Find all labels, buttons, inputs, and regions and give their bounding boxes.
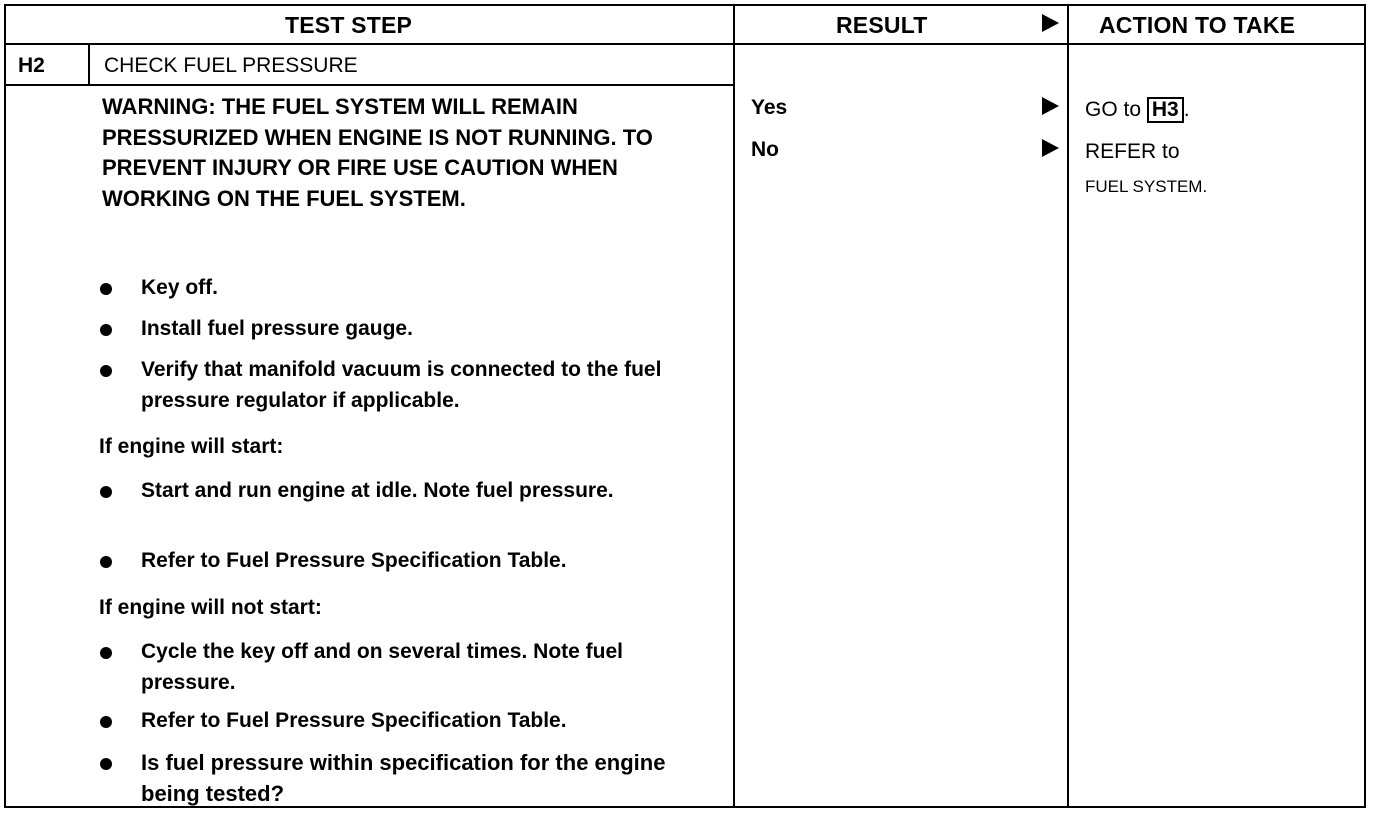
step-title-divider: [4, 84, 735, 86]
list-item-text: Refer to Fuel Pressure Specification Table.: [141, 549, 567, 572]
bullet-icon: [100, 716, 112, 728]
condition-label: If engine will not start:: [99, 596, 322, 619]
header-result: RESULT: [836, 12, 928, 38]
list-item-text: Key off.: [141, 276, 219, 299]
result-column-divider: [733, 4, 735, 808]
header-action: ACTION TO TAKE: [1099, 12, 1296, 38]
step-title: CHECK FUEL PRESSURE: [104, 54, 358, 77]
action-yes-prefix: GO to: [1085, 98, 1142, 121]
bullet-icon: [100, 758, 112, 770]
action-no-line2: FUEL SYSTEM.: [1085, 177, 1208, 196]
action-column-divider: [1067, 4, 1069, 808]
list-item-text: Verify that manifold vacuum is connected to the fuel pressure regulator if applicable.: [141, 358, 662, 412]
result-no: No: [751, 138, 779, 161]
arrow-right-icon: [1042, 97, 1059, 115]
action-yes: [1085, 94, 1190, 125]
warning-text: WARNING: THE FUEL SYSTEM WILL REMAIN PRESSURIZED WHEN ENGINE IS NOT RUNNING. TO PREVENT INJURY OR FIRE USE CAUTION WHEN WORKING ON THE FUEL SYSTEM.: [102, 94, 653, 211]
bullet-icon: [100, 647, 112, 659]
step-id-divider: [88, 43, 90, 86]
header-divider: [4, 43, 1366, 45]
action-yes-suffix: .: [1183, 98, 1190, 121]
arrow-right-icon: [1042, 14, 1059, 32]
arrow-right-icon: [1042, 139, 1059, 157]
bullet-icon: [100, 486, 112, 498]
list-item-text: Start and run engine at idle. Note fuel pressure.: [141, 479, 614, 502]
bullet-icon: [100, 324, 112, 336]
bullet-icon: [100, 365, 112, 377]
list-item-text: Cycle the key off and on several times. Note fuel pressure.: [141, 640, 623, 694]
bullet-icon: [100, 556, 112, 568]
header-test-step: TEST STEP: [285, 12, 413, 38]
condition-label: If engine will start:: [99, 435, 284, 458]
list-item-text: Is fuel pressure within specification for the engine being tested?: [141, 750, 666, 806]
step-link-h3[interactable]: H3: [1147, 97, 1184, 123]
list-item-text: Install fuel pressure gauge.: [141, 317, 413, 340]
result-yes: Yes: [751, 96, 788, 119]
bullet-icon: [100, 283, 112, 295]
list-item-text: Refer to Fuel Pressure Specification Table.: [141, 709, 567, 732]
action-no-line1: REFER to: [1085, 140, 1180, 163]
step-id: H2: [18, 54, 45, 77]
